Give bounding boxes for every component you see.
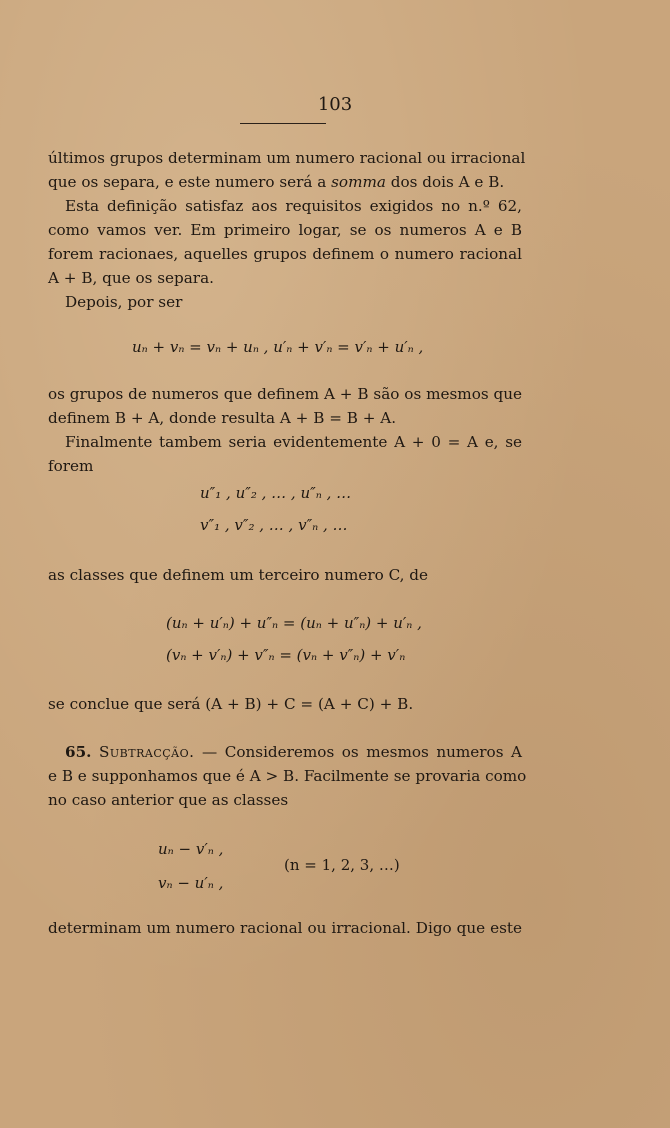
text-line: determinam um numero racional ou irracional. Digo que este [48,919,522,937]
equation-1: uₙ + vₙ = vₙ + uₙ , u′ₙ + v′ₙ = v′ₙ + u′ₙ , [132,338,424,356]
section-number: 65. [65,743,92,761]
paragraph-3 [48,290,522,314]
equation-4-range: (n = 1, 2, 3, …) [284,856,400,874]
equation-2a: u″₁ , u″₂ , … , u″ₙ , … [200,484,352,502]
text-line: Depois, por ser [65,293,183,311]
text-line: Finalmente tambem seria evidentemente A + 0 = A e, se [65,433,522,451]
text-line: definem B + A, donde resulta A + B = B + A. [48,409,397,427]
header-rule [240,123,326,124]
text-line: como vamos ver. Em primeiro logar, se os numeros A e B [48,221,522,239]
emphasis-somma: somma [331,173,386,191]
text-line: 65. Subtracção. — Consideremos os mesmos numeros A [48,740,522,764]
text-line: e B e supponhamos que é A > B. Facilmente se provaria como [48,767,527,785]
text-line: forem [48,457,94,475]
paragraph-5 [48,430,522,478]
equation-3a: (uₙ + u′ₙ) + u″ₙ = (uₙ + u″ₙ) + u′ₙ , [166,614,422,632]
paragraph-6 [48,563,522,587]
paragraph-7 [48,692,522,716]
text-line: forem racionaes, aquelles grupos definem o numero racional [48,245,522,263]
text-line: A + B, que os separa. [48,269,214,287]
section-title: Subtracção. [99,743,195,761]
section-65 [48,740,527,812]
page-number: 103 [317,94,353,115]
paragraph-4 [48,382,522,430]
equation-2b: v″₁ , v″₂ , … , v″ₙ , … [200,516,348,534]
paragraph-9 [48,916,522,940]
equation-4a: uₙ − v′ₙ , [158,840,224,858]
text-line: Esta definição satisfaz aos requisitos exigidos no n.º 62, [65,197,522,215]
paragraph-2 [48,194,522,290]
text-line: as classes que definem um terceiro numero C, de [48,566,429,584]
text-line: que os separa, e este numero será a somma dos dois A e B. [48,173,505,191]
text-line: os grupos de numeros que definem A + B são os mesmos que [48,385,522,403]
text-line: se conclue que será (A + B) + C = (A + C) + B. [48,695,414,713]
equation-4b: vₙ − u′ₙ , [158,874,224,892]
text-line: últimos grupos determinam um numero racional ou irracional [48,149,526,167]
text-line: no caso anterior que as classes [48,791,289,809]
equation-3b: (vₙ + v′ₙ) + v″ₙ = (vₙ + v″ₙ) + v′ₙ [166,646,406,664]
paragraph-1 [48,146,526,194]
